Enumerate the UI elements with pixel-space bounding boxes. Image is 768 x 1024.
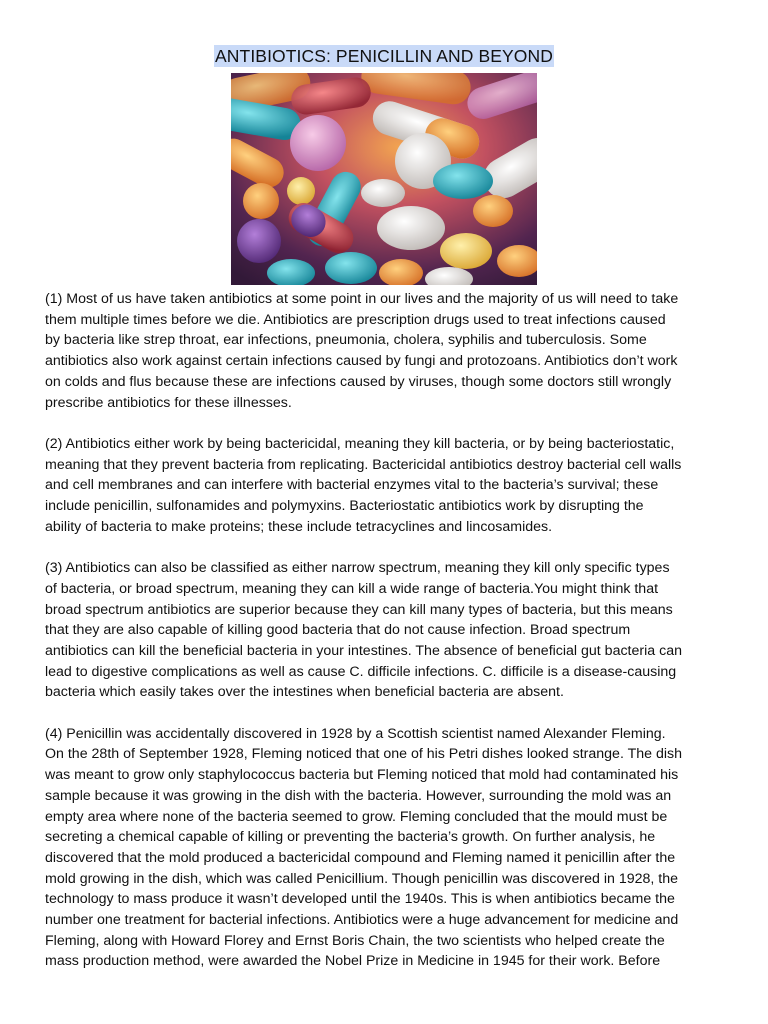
document-title: ANTIBIOTICS: PENICILLIN AND BEYOND (215, 46, 553, 66)
title-container (0, 45, 768, 67)
pills-illustration (231, 73, 537, 285)
document-body (45, 289, 730, 993)
pills-illustration-svg (231, 73, 537, 285)
paragraph-3: (3) Antibiotics can also be classified as either narrow spectrum, meaning they kill only specific types of bacteria, or broad spectrum, meaning they can kill a wide range of bacteria.You might think that broad spectrum antibiotics are superior because they can kill many types of bacteria, but this means that they are also capable of killing good bacteria that do not cause infection. Broad spectrum antibiotics can kill the beneficial bacteria in your intestines. The absence of beneficial gut bacteria can lead to digestive complications as well as cause C. difficile infections. C. difficile is a disease-causing bacteria which easily takes over the intestines when beneficial bacteria are absent. (45, 560, 682, 701)
paragraph-4: (4) Penicillin was accidentally discovered in 1928 by a Scottish scientist named Alexander Fleming. On the 28th of September 1928, Fleming noticed that one of his Petri dishes looked strange. The dish was meant to grow only staphylococcus bacteria but Fleming noticed that mold had contaminated his sample because it was growing in the dish with the bacteria. However, surrounding the mold was an empty area where none of the bacteria seemed to grow. Fleming concluded that the mould must be secreting a chemical capable of killing or preventing the bacteria’s growth. On further analysis, he discovered that the mold produced a bactericidal compound and Fleming named it penicillin after the mold growing in the dish, which was called Penicillium. Though penicillin was discovered in 1928, the technology to mass produce it wasn’t developed until the 1940s. This is when antibiotics became the number one treatment for bacterial infections. Antibiotics were a huge advancement for medicine and Fleming, along with Howard Florey and Ernst Boris Chain, the two scientists who helped create the mass production method, were awarded the Nobel Prize in Medicine in 1945 for their work. Before (45, 725, 682, 970)
paragraph-1: (1) Most of us have taken antibiotics at some point in our lives and the majority of us will need to take them multiple times before we die. Antibiotics are prescription drugs used to treat infections caused by bacteria like strep throat, ear infections, pneumonia, cholera, syphilis and tuberculosis. Some antibiotics also work against certain infections caused by fungi and protozoans. Antibiotics don’t work on colds and flus because these are infections caused by viruses, though some doctors still wrongly prescribe antibiotics for these illnesses. (45, 291, 679, 411)
paragraph-2: (2) Antibiotics either work by being bactericidal, meaning they kill bacteria, or by being bacteriostatic, meaning that they prevent bacteria from replicating. Bactericidal antibiotics destroy bacterial cell walls and cell membranes and can interfere with bacterial enzymes vital to the bacteria’s survival; these include penicillin, sulfonamides and polymyxins. Bacteriostatic antibiotics work by disrupting the ability of bacteria to make proteins; these include tetracyclines and lincosamides. (45, 435, 682, 535)
